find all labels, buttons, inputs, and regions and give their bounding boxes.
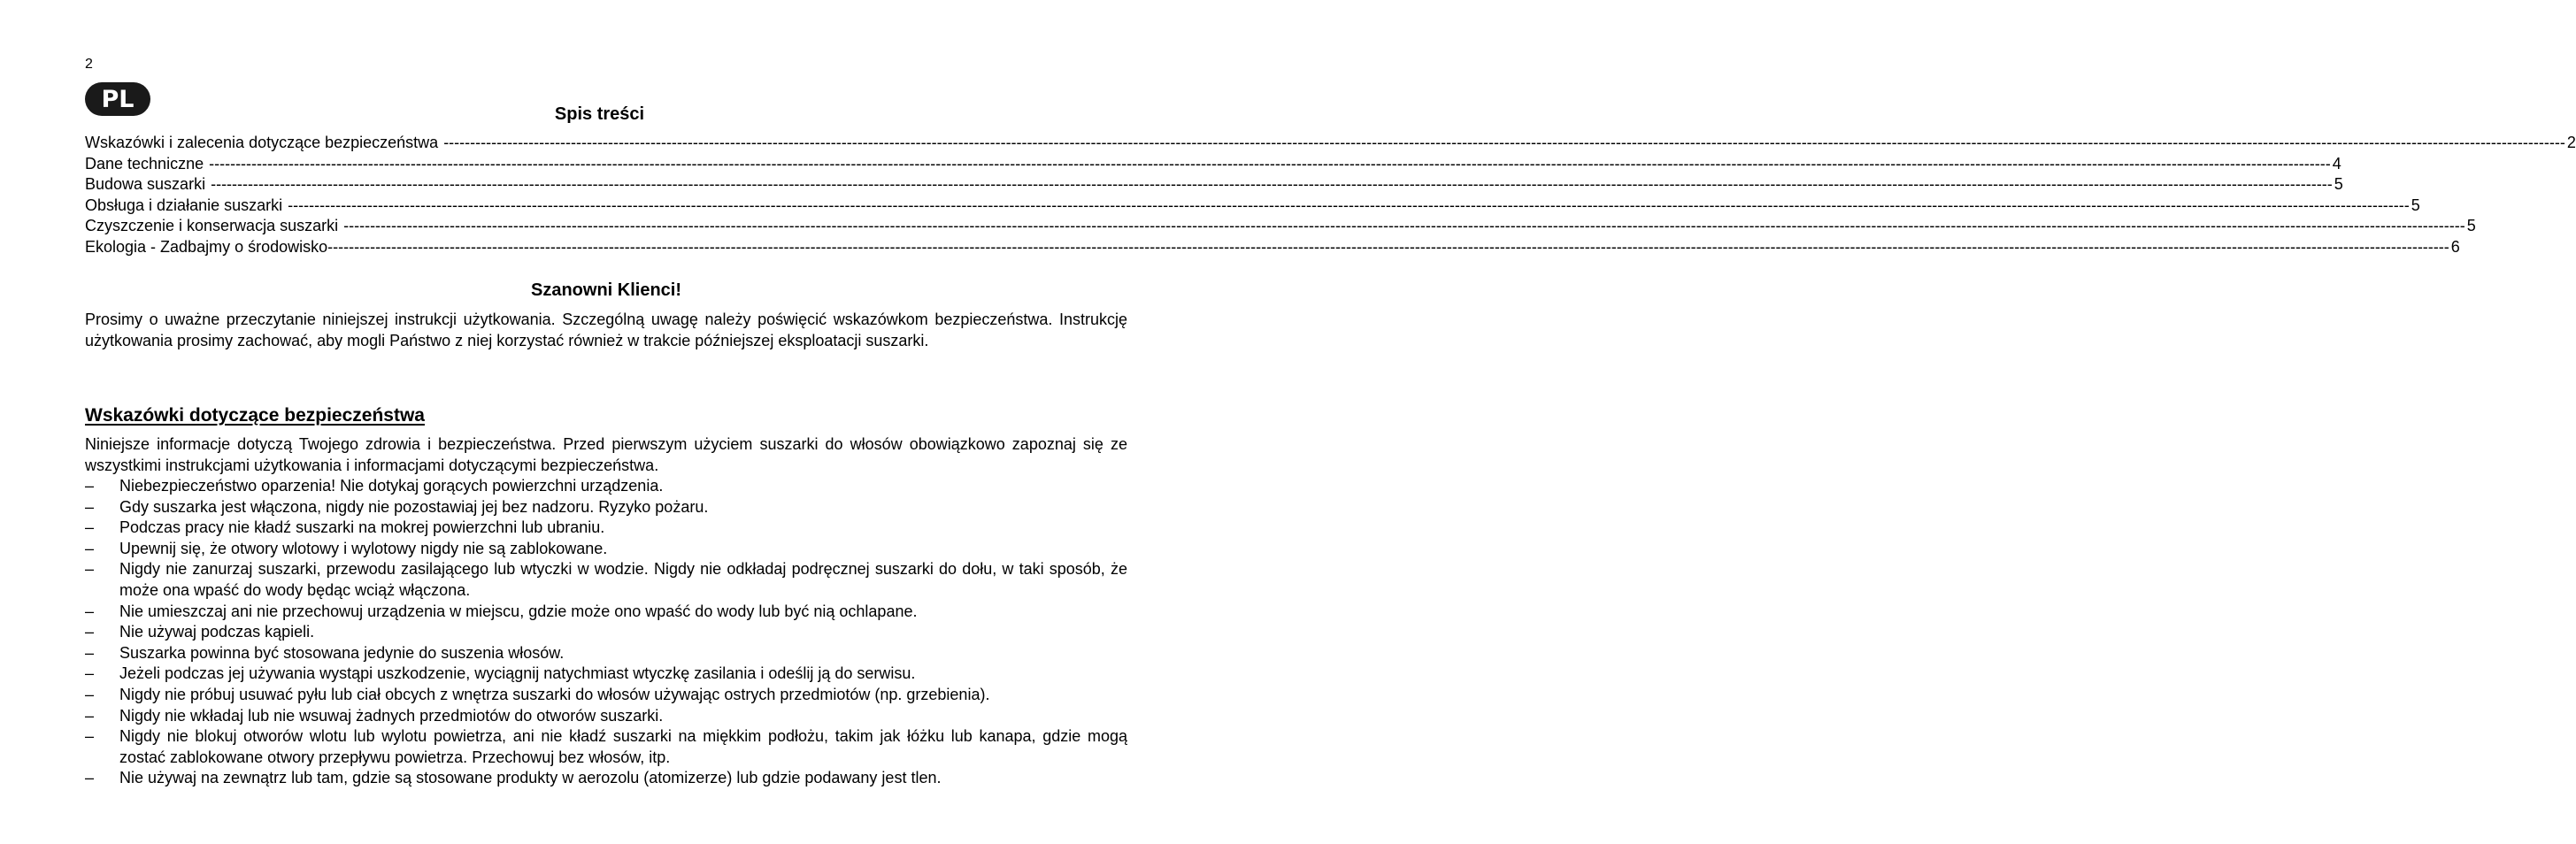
toc-entry-page: 5 (2411, 196, 2420, 214)
toc-entry (85, 133, 2576, 154)
bullet-dash: – (85, 518, 95, 537)
list-item (85, 518, 1127, 539)
list-item (85, 664, 1127, 685)
toc-entry-page: 2 (2566, 134, 2576, 151)
list-item (85, 559, 1127, 601)
bullet-dash: – (85, 643, 95, 662)
toc-entry (85, 154, 2341, 175)
toc-entry-label: Ekologia - Zadbajmy o środowisko (85, 237, 328, 256)
toc-dot-leader: ---------------------------------------------------------------------------------------------------------------------------------------------------------------------------------------------------------------------------------------------------------------------------------------------------------------------------------------------------------------------------------------------------------------- (288, 196, 2410, 214)
toc-entry-label: Dane techniczne (85, 154, 204, 173)
list-item-text: Jeżeli podczas jej używania wystąpi uszkodzenie, wyciągnij natychmiast wtyczkę zasilania i odeślij ją do serwisu. (119, 664, 916, 683)
list-item (85, 706, 1127, 727)
toc-entry (85, 174, 2343, 196)
toc-entry-label: Wskazówki i zalecenia dotyczące bezpieczeństwa (85, 134, 439, 151)
toc-dot-leader: ---------------------------------------------------------------------------------------------------------------------------------------------------------------------------------------------------------------------------------------------------------------------------------------------------------------------------------------------------------------------------------------------------------------- (209, 154, 2331, 173)
bullet-dash: – (85, 664, 95, 683)
bullet-dash: – (85, 706, 95, 725)
greeting-text: Prosimy o uważne przeczytanie niniejszej instrukcji użytkowania. Szczególną uwagę należy poświęcić wskazówkom bezpieczeństwa. Instrukcję użytkowania prosimy zachować, aby mogli Państwo z niej korzystać również w trakcie późniejszej eksploatacji suszarki. (85, 311, 1127, 349)
toc-title: Spis treści (554, 104, 645, 124)
toc-entry-page: 5 (2466, 217, 2476, 235)
list-item-text: Nie używaj na zewnątrz lub tam, gdzie są stosowane produkty w aerozolu (atomizerze) lub gdzie podawany jest tlen. (119, 769, 942, 787)
list-item-text: Podczas pracy nie kładź suszarki na mokrej powierzchni lub ubraniu. (119, 518, 605, 537)
bullet-dash: – (85, 497, 95, 516)
safety-heading: Wskazówki dotyczące bezpieczeństwa (85, 405, 425, 426)
toc-entry-label: Obsługa i działanie suszarki (85, 196, 283, 214)
page-number: 2 (85, 57, 93, 72)
list-item-text: Niebezpieczeństwo oparzenia! Nie dotykaj gorących powierzchni urządzenia. (119, 477, 664, 495)
list-item (85, 602, 1127, 623)
toc-dot-leader: ---------------------------------------------------------------------------------------------------------------------------------------------------------------------------------------------------------------------------------------------------------------------------------------------------------------------------------------------------------------------------------------------------------------- (343, 217, 2465, 235)
bullet-dash: – (85, 539, 95, 557)
toc-dot-leader: ---------------------------------------------------------------------------------------------------------------------------------------------------------------------------------------------------------------------------------------------------------------------------------------------------------------------------------------------------------------------------------------------------------------- (211, 175, 2333, 194)
list-item-text: Suszarka powinna być stosowana jedynie do suszenia włosów. (119, 643, 565, 662)
toc-entry-label: Budowa suszarki (85, 175, 206, 194)
bullet-dash: – (85, 727, 95, 746)
bullet-dash: – (85, 560, 95, 579)
safety-intro: Niniejsze informacje dotyczą Twojego zdrowia i bezpieczeństwa. Przed pierwszym użyciem suszarki do włosów obowiązkowo zapoznaj się ze wszystkimi instrukcjami użytkowania i informacjami dotyczącymi bezpieczeństwa. (85, 435, 1127, 474)
toc-entry-page: 5 (2334, 175, 2343, 194)
bullet-dash: – (85, 769, 95, 787)
bullet-dash: – (85, 685, 95, 703)
toc-entry-label: Czyszczenie i konserwacja suszarki (85, 217, 339, 235)
toc-entry (85, 196, 2420, 217)
bullet-dash: – (85, 602, 95, 620)
bullet-dash: – (85, 477, 95, 495)
toc-dot-leader: ---------------------------------------------------------------------------------------------------------------------------------------------------------------------------------------------------------------------------------------------------------------------------------------------------------------------------------------------------------------------------------------------------------------- (327, 237, 2449, 256)
toc-entry-page: 6 (2450, 237, 2460, 256)
list-item (85, 726, 1127, 768)
list-item-text: Nie używaj podczas kąpieli. (119, 623, 315, 641)
list-item-text: Nigdy nie wkładaj lub nie wsuwaj żadnych przedmiotów do otworów suszarki. (119, 706, 664, 725)
list-item-text: Gdy suszarka jest włączona, nigdy nie pozostawiaj jej bez nadzoru. Ryzyko pożaru. (119, 497, 709, 516)
toc-dot-leader: ---------------------------------------------------------------------------------------------------------------------------------------------------------------------------------------------------------------------------------------------------------------------------------------------------------------------------------------------------------------------------------------------------------------- (443, 134, 2565, 151)
bullet-dash: – (85, 623, 95, 641)
table-of-contents (85, 133, 2576, 258)
toc-entry (85, 216, 2476, 237)
list-item-text: Nigdy nie blokuj otworów wlotu lub wylotu powietrza, ani nie kładź suszarki na miękkim podłożu, takim jak łóżku lub kanapa, gdzie mogą zostać zablokowane otwory przepływu powietrza. Przechowuj bez włosów, itp. (119, 727, 1127, 766)
language-badge: PL (85, 82, 150, 116)
greeting-title: Szanowni Klienci! (530, 280, 682, 300)
list-item (85, 539, 1127, 560)
list-item (85, 768, 1127, 789)
list-item (85, 685, 1127, 706)
list-item (85, 643, 1127, 664)
toc-entry (85, 237, 2460, 258)
list-item-text: Nigdy nie próbuj usuwać pyłu lub ciał obcych z wnętrza suszarki do włosów używając ostrych przedmiotów (np. grzebienia). (119, 685, 990, 703)
list-item (85, 497, 1127, 518)
list-item-text: Nigdy nie zanurzaj suszarki, przewodu zasilającego lub wtyczki w wodzie. Nigdy nie odkładaj podręcznej suszarki do dołu, w taki sposób, że może ona wpaść do wody będąc wciąż włączona. (119, 560, 1127, 599)
list-item-text: Upewnij się, że otwory wlotowy i wylotowy nigdy nie są zablokowane. (119, 539, 608, 557)
list-item (85, 476, 1127, 497)
safety-list (85, 476, 1127, 789)
toc-entry-page: 4 (2332, 154, 2341, 173)
list-item-text: Nie umieszczaj ani nie przechowuj urządzenia w miejscu, gdzie może ono wpaść do wody lub być nią ochlapane. (119, 602, 918, 620)
list-item (85, 622, 1127, 643)
